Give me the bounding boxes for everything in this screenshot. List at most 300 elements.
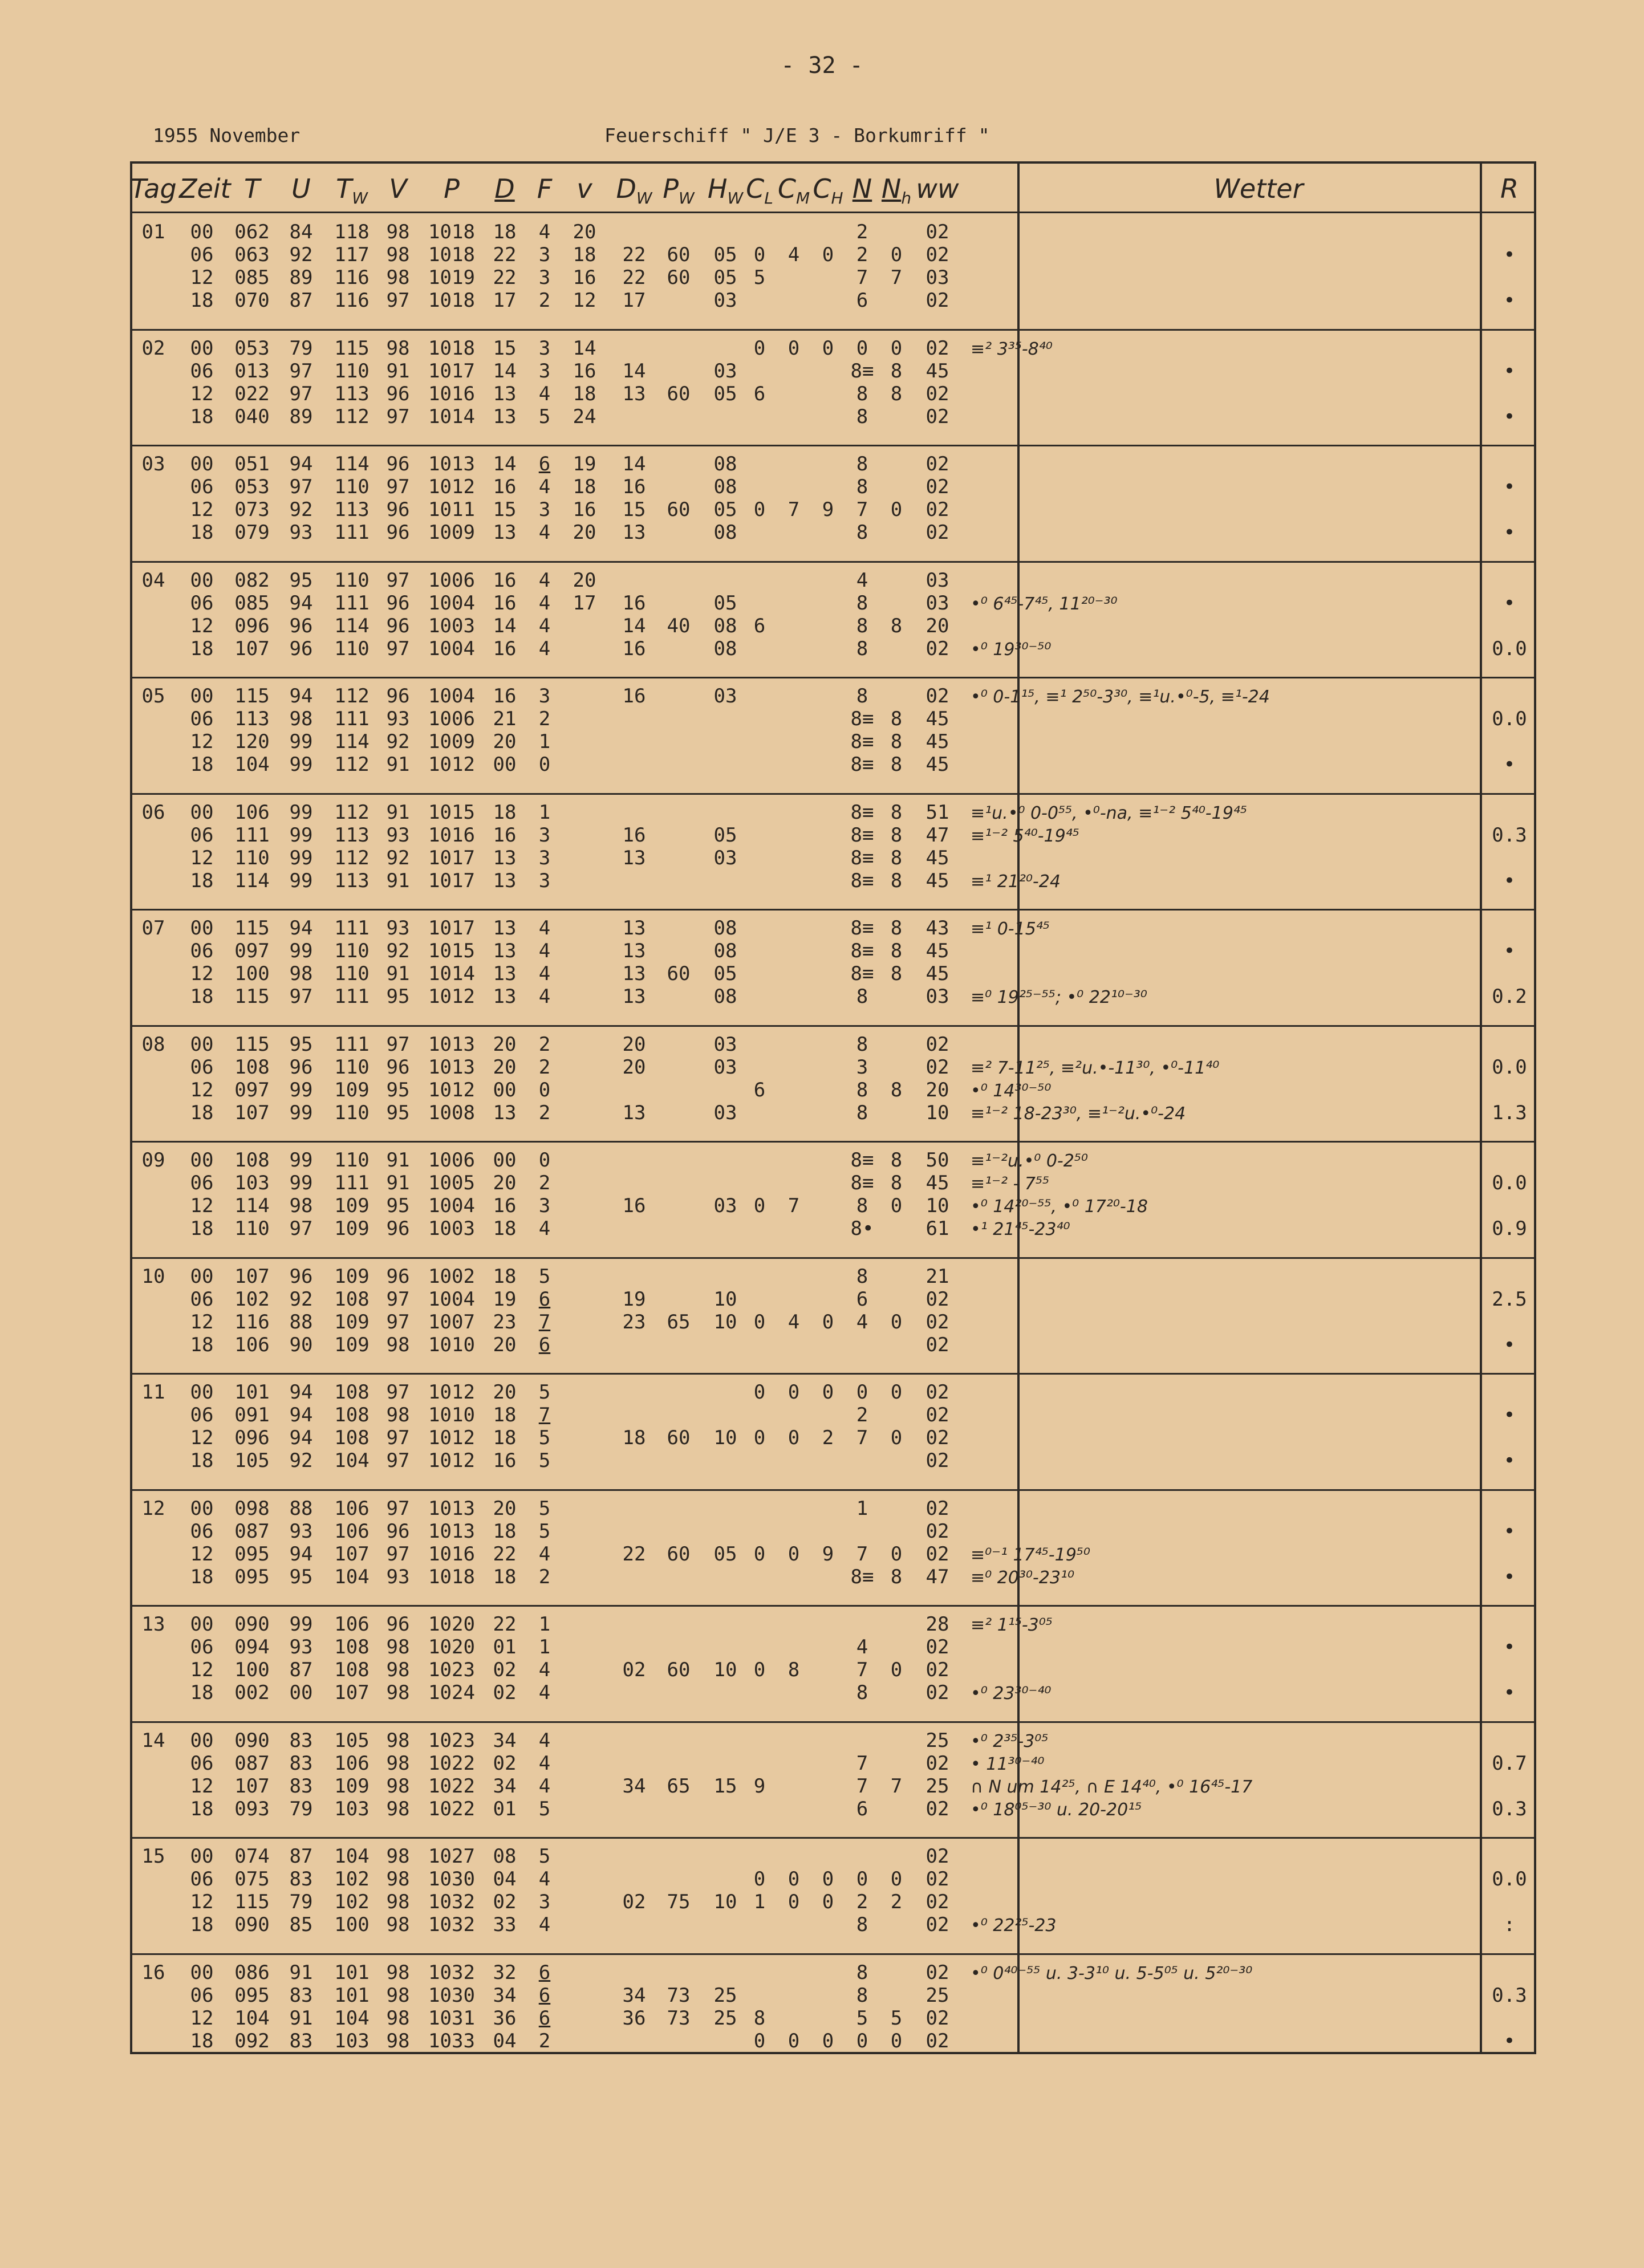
cell-d: 18: [493, 1426, 517, 1449]
cell-hw: 08: [713, 614, 737, 637]
cell-u: 84: [289, 221, 313, 243]
header-ship: Feuerschiff " J/E 3 - Borkumriff ": [604, 124, 990, 147]
day-divider: [132, 1025, 1534, 1027]
cell-dw: 22: [622, 1542, 646, 1566]
cell-tw: 112: [334, 800, 370, 824]
cell-f: 5: [538, 1797, 551, 1820]
precipitation-value: 0.3: [1492, 1984, 1527, 2007]
cell-v: 91: [386, 869, 410, 892]
cell-ww: 02: [925, 521, 949, 544]
cell-u: 95: [289, 568, 313, 592]
table-row: [132, 2007, 1535, 2030]
cell-t: 107: [234, 1101, 270, 1124]
cell-v: 98: [386, 2006, 410, 2030]
table-row: [132, 637, 1535, 660]
cell-v: 18: [573, 382, 596, 405]
cell-tw: 112: [334, 753, 370, 776]
cell-f: 3: [538, 823, 551, 847]
cell-f: 2: [538, 1565, 551, 1588]
cell-v: 93: [386, 823, 410, 847]
cell-d: 00: [493, 1078, 517, 1102]
cell-d: 16: [493, 591, 517, 615]
cell-ww: 02: [925, 1751, 949, 1775]
cell-pw: 60: [667, 962, 691, 985]
cell-p: 1018: [428, 1565, 475, 1588]
cell-nh: 0: [890, 1542, 903, 1566]
precipitation-value: •: [1503, 405, 1516, 428]
column-header-nh: $N_h$: [881, 173, 912, 208]
cell-d: 34: [493, 1729, 517, 1752]
cell-n: 8: [856, 1078, 868, 1102]
cell-p: 1003: [428, 614, 475, 637]
table-row: [132, 1172, 1535, 1194]
cell-n: 4: [856, 1310, 868, 1334]
table-row: [132, 337, 1535, 360]
cell-v: 96: [386, 1519, 410, 1543]
weather-note: •⁰ 19³⁰⁻⁵⁰: [971, 639, 1052, 660]
cell-zeit: 18: [190, 289, 214, 312]
cell-d: 20: [493, 1033, 517, 1056]
cell-cl: 0: [753, 1426, 766, 1449]
cell-dw: 20: [622, 1055, 646, 1079]
cell-t: 120: [234, 730, 270, 753]
cell-f: 2: [538, 1033, 551, 1056]
cell-d: 13: [493, 869, 517, 892]
cell-v: 96: [386, 382, 410, 405]
cell-t: 103: [234, 1172, 270, 1194]
table-row: [132, 1752, 1535, 1775]
cell-n: 8≡: [850, 962, 874, 985]
cell-v: 95: [386, 1194, 410, 1217]
column-header-tag: Tag: [131, 173, 177, 204]
cell-t: 106: [234, 1333, 270, 1356]
cell-cl: 0: [753, 1868, 766, 1891]
cell-cm: 4: [788, 243, 800, 266]
day-divider: [132, 1605, 1534, 1607]
cell-p: 1024: [428, 1681, 475, 1704]
cell-d: 18: [493, 221, 517, 243]
cell-f: 4: [538, 568, 551, 592]
cell-ww: 51: [925, 800, 949, 824]
cell-p: 1022: [428, 1797, 475, 1820]
cell-p: 1008: [428, 1101, 475, 1124]
cell-ww: 45: [925, 962, 949, 985]
cell-t: 096: [234, 614, 270, 637]
cell-ww: 02: [925, 1497, 949, 1520]
table-row: [132, 1381, 1535, 1404]
cell-dw: 13: [622, 521, 646, 544]
cell-tw: 118: [334, 221, 370, 243]
cell-tw: 110: [334, 1149, 370, 1172]
cell-f: 5: [538, 1265, 551, 1288]
cell-d: 13: [493, 985, 517, 1008]
cell-v: 97: [386, 1287, 410, 1311]
cell-p: 1033: [428, 2029, 475, 2052]
cell-cm: 4: [788, 1310, 800, 1334]
cell-hw: 25: [713, 2006, 737, 2030]
cell-tw: 111: [334, 917, 370, 940]
table-row: [132, 685, 1535, 708]
cell-d: 23: [493, 1310, 517, 1334]
cell-n: 6: [856, 289, 868, 312]
cell-t: 022: [234, 382, 270, 405]
cell-u: 92: [289, 498, 313, 521]
day-label: 12: [141, 1497, 165, 1520]
cell-hw: 03: [713, 359, 737, 383]
cell-t: 108: [234, 1149, 270, 1172]
cell-t: 085: [234, 266, 270, 289]
precipitation-value: 0.0: [1492, 708, 1527, 730]
table-row: [132, 1404, 1535, 1426]
cell-t: 097: [234, 940, 270, 962]
cell-v: 92: [386, 846, 410, 869]
table-row: [132, 1194, 1535, 1217]
cell-ww: 03: [925, 266, 949, 289]
cell-d: 02: [493, 1659, 517, 1681]
cell-d: 13: [493, 846, 517, 869]
cell-d: 16: [493, 1449, 517, 1472]
weather-note: ≡¹u.•⁰ 0-0⁵⁵, •⁰-na, ≡¹⁻² 5⁴⁰-19⁴⁵: [971, 803, 1247, 823]
cell-zeit: 18: [190, 2029, 214, 2052]
cell-zeit: 12: [190, 1194, 214, 1217]
cell-ww: 61: [925, 1217, 949, 1240]
cell-hw: 08: [713, 453, 737, 475]
cell-p: 1006: [428, 1149, 475, 1172]
cell-v: 16: [573, 266, 596, 289]
cell-d: 16: [493, 637, 517, 660]
weather-note: • 11³⁰⁻⁴⁰: [971, 1754, 1045, 1774]
cell-nh: 7: [890, 266, 903, 289]
cell-hw: 10: [713, 1891, 737, 1913]
precipitation-value: •: [1503, 1449, 1516, 1472]
cell-u: 89: [289, 266, 313, 289]
cell-v: 91: [386, 800, 410, 824]
cell-f: 3: [538, 1891, 551, 1913]
cell-n: 8: [856, 1101, 868, 1124]
cell-nh: 0: [890, 1381, 903, 1404]
cell-tw: 106: [334, 1613, 370, 1636]
cell-f: 6: [538, 1287, 551, 1311]
cell-p: 1016: [428, 823, 475, 847]
column-header-r: R: [1500, 173, 1519, 204]
cell-zeit: 06: [190, 1055, 214, 1079]
cell-n: 0: [856, 1381, 868, 1404]
cell-tw: 106: [334, 1751, 370, 1775]
cell-t: 090: [234, 1613, 270, 1636]
precipitation-value: •: [1503, 869, 1516, 892]
cell-u: 90: [289, 1333, 313, 1356]
cell-v: 93: [386, 917, 410, 940]
cell-tw: 116: [334, 289, 370, 312]
cell-zeit: 12: [190, 846, 214, 869]
cell-f: 4: [538, 382, 551, 405]
cell-cl: 0: [753, 1381, 766, 1404]
cell-u: 91: [289, 2006, 313, 2030]
table-row: [132, 453, 1535, 475]
cell-u: 96: [289, 1265, 313, 1288]
cell-v: 97: [386, 405, 410, 428]
cell-v: 91: [386, 1172, 410, 1194]
cell-ww: 10: [925, 1101, 949, 1124]
cell-ww: 02: [925, 1961, 949, 1984]
precipitation-value: •: [1503, 289, 1516, 312]
cell-f: 4: [538, 637, 551, 660]
cell-tw: 108: [334, 1426, 370, 1449]
cell-f: 7: [538, 1404, 551, 1426]
cell-u: 99: [289, 869, 313, 892]
cell-f: 2: [538, 2029, 551, 2052]
cell-cl: 9: [753, 1774, 766, 1798]
cell-d: 18: [493, 800, 517, 824]
precipitation-value: •: [1503, 475, 1516, 498]
cell-zeit: 06: [190, 1636, 214, 1659]
cell-zeit: 12: [190, 1078, 214, 1102]
cell-f: 6: [538, 1961, 551, 1984]
table-row: [132, 475, 1535, 498]
precipitation-value: •: [1503, 243, 1516, 266]
cell-tw: 112: [334, 685, 370, 708]
cell-dw: 16: [622, 475, 646, 498]
cell-hw: 03: [713, 289, 737, 312]
cell-t: 085: [234, 591, 270, 615]
column-header-n: N: [852, 173, 872, 204]
table-row: [132, 498, 1535, 521]
cell-zeit: 06: [190, 475, 214, 498]
cell-v: 97: [386, 637, 410, 660]
cell-tw: 104: [334, 2006, 370, 2030]
cell-hw: 10: [713, 1310, 737, 1334]
cell-ww: 03: [925, 568, 949, 592]
cell-p: 1032: [428, 1891, 475, 1913]
precipitation-value: :: [1503, 1913, 1516, 1936]
cell-pw: 73: [667, 1984, 691, 2007]
header-divider: [132, 212, 1534, 213]
weather-note: •⁰ 0-1¹⁵, ≡¹ 2⁵⁰-3³⁰, ≡¹u.•⁰-5, ≡¹-24: [971, 687, 1270, 707]
day-label: 08: [141, 1033, 165, 1056]
cell-p: 1018: [428, 243, 475, 266]
cell-t: 062: [234, 221, 270, 243]
precipitation-value: •: [1503, 591, 1516, 615]
cell-t: 116: [234, 1310, 270, 1334]
cell-f: 4: [538, 1659, 551, 1681]
cell-cl: 0: [753, 2029, 766, 2052]
cell-ww: 02: [925, 243, 949, 266]
cell-v: 98: [386, 1845, 410, 1868]
cell-ww: 02: [925, 289, 949, 312]
cell-t: 070: [234, 289, 270, 312]
cell-ww: 10: [925, 1194, 949, 1217]
table-row: [132, 1775, 1535, 1798]
cell-dw: 16: [622, 823, 646, 847]
cell-v: 98: [386, 336, 410, 360]
cell-p: 1004: [428, 685, 475, 708]
cell-zeit: 18: [190, 637, 214, 660]
column-header-f: F: [537, 173, 553, 204]
cell-n: 7: [856, 1659, 868, 1681]
cell-t: 108: [234, 1055, 270, 1079]
cell-zeit: 06: [190, 1404, 214, 1426]
table-row: [132, 1613, 1535, 1636]
cell-p: 1030: [428, 1984, 475, 2007]
day-divider: [132, 445, 1534, 446]
cell-u: 99: [289, 846, 313, 869]
cell-n: 8•: [850, 1217, 874, 1240]
cell-v: 20: [573, 521, 596, 544]
precipitation-value: 0.7: [1492, 1751, 1527, 1775]
cell-p: 1009: [428, 730, 475, 753]
cell-d: 13: [493, 1101, 517, 1124]
table-row: [132, 847, 1535, 869]
cell-tw: 115: [334, 336, 370, 360]
precipitation-value: •: [1503, 1333, 1516, 1356]
cell-n: 8: [856, 1984, 868, 2007]
cell-dw: 20: [622, 1033, 646, 1056]
cell-u: 98: [289, 962, 313, 985]
weather-note: •⁰ 22²⁵-23: [971, 1916, 1057, 1936]
weather-note: ≡² 3³⁵-8⁴⁰: [971, 339, 1053, 359]
cell-v: 14: [573, 336, 596, 360]
cell-d: 32: [493, 1961, 517, 1984]
cell-dw: 14: [622, 614, 646, 637]
cell-ww: 45: [925, 708, 949, 730]
table-row: [132, 383, 1535, 405]
cell-hw: 03: [713, 685, 737, 708]
cell-ww: 03: [925, 591, 949, 615]
cell-ww: 02: [925, 1449, 949, 1472]
cell-v: 96: [386, 1265, 410, 1288]
cell-v: 98: [386, 1984, 410, 2007]
precipitation-value: •: [1503, 521, 1516, 544]
cell-tw: 109: [334, 1078, 370, 1102]
weather-note: ≡⁰⁻¹ 17⁴⁵-19⁵⁰: [971, 1544, 1090, 1565]
cell-f: 6: [538, 2006, 551, 2030]
table-row: [132, 569, 1535, 592]
cell-n: 8: [856, 453, 868, 475]
cell-dw: 34: [622, 1984, 646, 2007]
cell-v: 98: [386, 1333, 410, 1356]
cell-f: 3: [538, 869, 551, 892]
cell-f: 5: [538, 1426, 551, 1449]
cell-tw: 108: [334, 1636, 370, 1659]
precipitation-value: 0.3: [1492, 823, 1527, 847]
cell-n: 2: [856, 243, 868, 266]
cell-n: 8: [856, 1033, 868, 1056]
table-row: [132, 1891, 1535, 1913]
cell-nh: 8: [890, 869, 903, 892]
cell-n: 8≡: [850, 800, 874, 824]
cell-v: 19: [573, 453, 596, 475]
cell-d: 19: [493, 1287, 517, 1311]
cell-u: 99: [289, 940, 313, 962]
cell-tw: 107: [334, 1681, 370, 1704]
cell-n: 8: [856, 382, 868, 405]
header-period: 1955 November: [153, 124, 301, 147]
cell-dw: 02: [622, 1891, 646, 1913]
cell-f: 1: [538, 800, 551, 824]
cell-f: 2: [538, 1172, 551, 1194]
cell-p: 1010: [428, 1404, 475, 1426]
cell-tw: 106: [334, 1519, 370, 1543]
cell-t: 095: [234, 1565, 270, 1588]
cell-u: 95: [289, 1033, 313, 1056]
cell-f: 6: [538, 1984, 551, 2007]
cell-t: 100: [234, 1659, 270, 1681]
table-row: [132, 1426, 1535, 1449]
table-row: [132, 592, 1535, 615]
cell-p: 1020: [428, 1636, 475, 1659]
cell-n: 8: [856, 521, 868, 544]
cell-u: 99: [289, 1078, 313, 1102]
cell-hw: 05: [713, 382, 737, 405]
cell-n: 8≡: [850, 846, 874, 869]
cell-n: 7: [856, 1774, 868, 1798]
cell-ww: 21: [925, 1265, 949, 1288]
column-header-cl: $C_L$: [746, 173, 773, 208]
column-header-ch: $C_H$: [813, 173, 843, 208]
cell-n: 8≡: [850, 1565, 874, 1588]
cell-nh: 8: [890, 846, 903, 869]
weather-note: ∩ N um 14²⁵, ∩ E 14⁴⁰, •⁰ 16⁴⁵-17: [971, 1777, 1253, 1797]
day-label: 07: [141, 917, 165, 940]
weather-note: •⁰ 23³⁰⁻⁴⁰: [971, 1684, 1052, 1704]
cell-t: 107: [234, 1265, 270, 1288]
cell-f: 4: [538, 221, 551, 243]
cell-d: 16: [493, 568, 517, 592]
cell-ww: 02: [925, 1636, 949, 1659]
cell-ww: 02: [925, 685, 949, 708]
cell-ch: 0: [822, 1891, 834, 1913]
cell-dw: 16: [622, 591, 646, 615]
weather-note: •⁰ 14³⁰⁻⁵⁰: [971, 1080, 1052, 1101]
cell-t: 082: [234, 568, 270, 592]
cell-ww: 02: [925, 1404, 949, 1426]
cell-cl: 0: [753, 336, 766, 360]
cell-u: 98: [289, 708, 313, 730]
cell-p: 1012: [428, 475, 475, 498]
cell-f: 7: [538, 1310, 551, 1334]
cell-t: 093: [234, 1797, 270, 1820]
cell-cl: 0: [753, 1659, 766, 1681]
table-row: [132, 1566, 1535, 1588]
cell-zeit: 00: [190, 1033, 214, 1056]
cell-f: 4: [538, 962, 551, 985]
cell-ww: 43: [925, 917, 949, 940]
cell-zeit: 06: [190, 1519, 214, 1543]
cell-v: 91: [386, 962, 410, 985]
cell-v: 20: [573, 221, 596, 243]
cell-u: 89: [289, 405, 313, 428]
cell-hw: 03: [713, 1055, 737, 1079]
cell-u: 93: [289, 521, 313, 544]
cell-u: 99: [289, 1613, 313, 1636]
cell-d: 04: [493, 1868, 517, 1891]
cell-t: 106: [234, 800, 270, 824]
cell-v: 96: [386, 453, 410, 475]
day-divider: [132, 1721, 1534, 1723]
cell-v: 92: [386, 940, 410, 962]
cell-dw: 13: [622, 985, 646, 1008]
weather-note: ≡² 1¹⁵-3⁰⁵: [971, 1615, 1053, 1635]
cell-ww: 02: [925, 1659, 949, 1681]
cell-n: 8≡: [850, 730, 874, 753]
cell-f: 4: [538, 940, 551, 962]
cell-n: 7: [856, 1751, 868, 1775]
cell-f: 1: [538, 730, 551, 753]
cell-d: 14: [493, 453, 517, 475]
page-number: - 32 -: [781, 52, 863, 79]
cell-v: 96: [386, 1217, 410, 1240]
cell-tw: 114: [334, 453, 370, 475]
